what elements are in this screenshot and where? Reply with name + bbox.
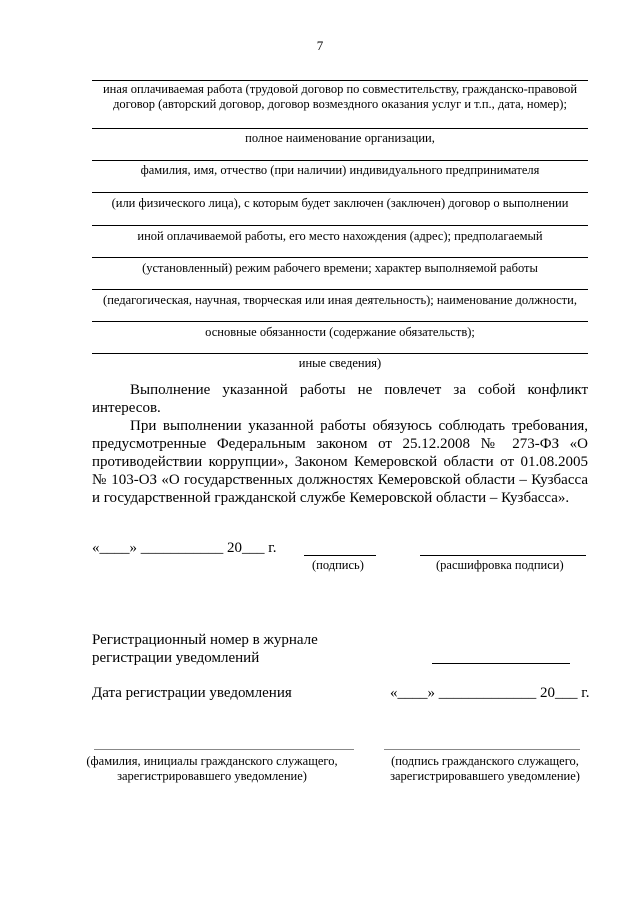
blank-line <box>92 80 588 81</box>
registration-date-blank: «____» _____________ 20___ г. <box>390 685 590 701</box>
field-caption: фамилия, имя, отчество (при наличии) индивидуального предпринимателя <box>140 163 540 177</box>
decoding-caption: (расшифровка подписи) <box>436 558 564 572</box>
registrar-signature-caption: (подпись гражданского служащего, зарегистрировавшего уведомление) <box>390 754 580 783</box>
registration-number-label: Регистрационный номер в журнале <box>92 632 318 648</box>
registration-date-label: Дата регистрации уведомления <box>92 685 292 701</box>
field-caption: (установленный) режим рабочего времени; характер выполняемой работы <box>142 261 538 275</box>
date-blank: «____» ___________ 20___ г. <box>92 540 277 556</box>
blank-line <box>92 225 588 226</box>
registration-number-label: регистрации уведомлений <box>92 650 260 666</box>
registration-number-line <box>432 663 570 664</box>
signature-caption: (подпись) <box>312 558 364 572</box>
decoding-line <box>420 555 586 556</box>
blank-line <box>92 353 588 354</box>
field-caption: (или физического лица), с которым будет заключен (заключен) договор о выполнении <box>111 196 569 210</box>
signature-line <box>304 555 376 556</box>
registrar-signature-line <box>384 749 580 750</box>
blank-line <box>92 289 588 290</box>
blank-line <box>92 321 588 322</box>
field-caption: основные обязанности (содержание обязательств); <box>205 325 475 339</box>
blank-line <box>92 192 588 193</box>
field-caption: полное наименование организации, <box>245 131 435 145</box>
page-number: 7 <box>316 38 324 53</box>
blank-line <box>92 128 588 129</box>
registrar-name-caption: (фамилия, инициалы гражданского служащего, зарегистрировавшего уведомление) <box>86 754 338 783</box>
field-caption: (педагогическая, научная, творческая или иная деятельность); наименование должности, <box>103 293 577 307</box>
blank-line <box>92 160 588 161</box>
blank-line <box>92 257 588 258</box>
registrar-name-line <box>94 749 354 750</box>
conflict-paragraph: Выполнение указанной работы не повлечет за собой конфликт интересов. <box>92 382 588 416</box>
compliance-paragraph: При выполнении указанной работы обязуюсь соблюдать требования, предусмотренные Федеральным законом от 25.12.2008 № 273-ФЗ «О противодействии коррупции», Законом Кемеровской области от 01.08.2005 № 103-ОЗ «О государственных должностях Кемеровской области – Кузбасса и государственной гражданской службе Кемеровской области – Кузбасса». <box>92 418 588 506</box>
field-caption: иной оплачиваемой работы, его место нахождения (адрес); предполагаемый <box>137 229 543 243</box>
field-caption: иные сведения) <box>298 356 382 370</box>
field-caption: иная оплачиваемая работа (трудовой договор по совместительству, гражданско-правовой договор (авторский договор, договор возмездного оказания услуг и т.п., дата, номер); <box>102 82 578 111</box>
